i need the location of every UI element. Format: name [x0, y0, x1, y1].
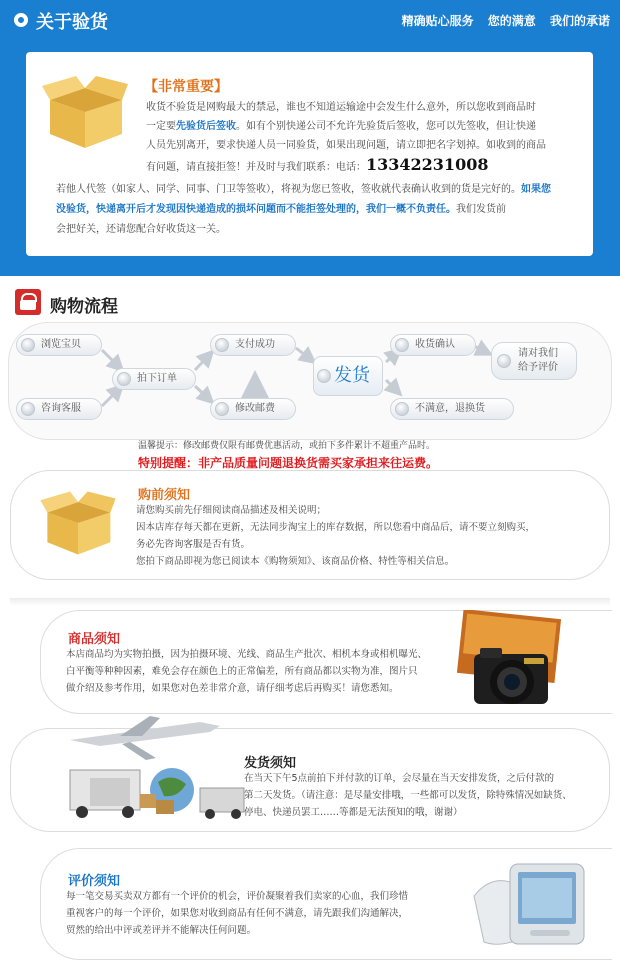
- phone-number: 13342231008: [366, 155, 489, 174]
- notice-line-7: 会把好关，还请您配合好收货这一关。: [56, 224, 226, 235]
- arrow-order-modify: [195, 386, 212, 402]
- camera-image: [454, 610, 564, 720]
- arrow-order-pay: [195, 352, 212, 370]
- notice-line-5: 若他人代签（如家人、同学、同事、门卫等签收），将视为您已签收，签收就代表确认收到的货是完好的。如果您: [56, 184, 551, 195]
- arrow-confirm-evaluate: [474, 346, 490, 354]
- verification-section: [0, 0, 620, 276]
- notice-emphasis-check-first: 先验货后签收: [176, 121, 236, 132]
- notice-line-2: 一定要先验货后签收。如有个别快递公司不允许先验货后签收，您可以先签收，但让快递: [146, 121, 536, 132]
- step-unsatisfied-return: 不满意，退换货: [390, 398, 514, 420]
- cardboard-box-icon: [38, 488, 118, 558]
- step-consult: 咨询客服: [16, 398, 102, 420]
- flow-tip: 温馨提示：修改邮费仅限有邮费优惠活动，或拍下多件累计不超重产品时。: [138, 441, 436, 451]
- notice-line-3: 人员先别离开，要求快递人员一同验货，如果出现问题，请立即把名字划掉。如收到的商品: [146, 140, 546, 151]
- video-phone-image: [470, 856, 588, 956]
- return-fee-reminder: 特别提醒：非产品质量问题退换货需买家承担来往运费。: [138, 456, 439, 470]
- review-text: 每一笔交易买卖双方都有一个评价的机会，评价凝聚着我们卖家的心血，我们珍惜 重视客户的每一个评价，如果您对收到商品有任何不满意，请先跟我们沟通解决， 贸然的给出中评或差评并不能解决任何问题。: [66, 891, 409, 936]
- step-order: 拍下订单: [112, 368, 196, 390]
- shipping-text: 在当天下午5点前拍下并付款的订单，会尽量在当天安排发货，之后付款的 第二天发货。（请注意：是尽量安排哦，一些都可以发货，除特殊情况如缺货、 停电、快递员罢工……等都是无法预知的哦，谢谢）: [244, 773, 572, 818]
- before-buy-text: 请您购买前先仔细阅读商品描述及相关说明； 因本店库存每天都在更新，无法同步淘宝上的库存数据，所以您看中商品后，请不要立刻购买， 务必先咨询客服是否有货。 您拍下商品即视为您已阅读本《购物须知》、该商品价格、特性等相关信息。: [136, 505, 536, 567]
- cardboard-box-icon: [40, 72, 130, 152]
- header-slogans: [392, 12, 610, 29]
- slogan-satisfaction: 您的满意: [487, 14, 536, 28]
- arrow-browse-order: [102, 350, 122, 370]
- section-divider: [10, 598, 610, 606]
- flow-title: 购物流程: [50, 297, 118, 317]
- notice-line-6: 没验货，快递离开后才发现因快递造成的损坏问题而不能拒签处理的，我们一概不负责任。我们发货前: [56, 204, 506, 215]
- notice-line-1: 收货不验货是网购最大的禁忌，谁也不知道运输途中会发生什么意外，所以您收到商品时: [146, 102, 536, 113]
- step-pay: 支付成功: [210, 334, 296, 356]
- review-title: 评价须知: [68, 874, 121, 889]
- shipping-title: 发货须知: [244, 756, 297, 771]
- shopping-bag-icon: [15, 289, 41, 315]
- step-evaluate: 请对我们 给予评价: [491, 342, 577, 380]
- arrow-ship-unsatisfied: [386, 380, 400, 394]
- slogan-service: 精确贴心服务: [401, 14, 474, 28]
- notice-emphasis-liability: 没验货，快递离开后才发现因快递造成的损坏问题而不能拒签处理的，我们一概不负责任。: [56, 204, 456, 215]
- product-title: 商品须知: [68, 632, 121, 647]
- step-modify-fee: 修改邮费: [210, 398, 296, 420]
- step-ship: 发货: [313, 356, 383, 396]
- before-buy-title: 购前须知: [138, 488, 191, 503]
- important-title: 【非常重要】: [144, 79, 228, 95]
- step-confirm: 收货确认: [390, 334, 476, 356]
- bullet-icon: [14, 13, 28, 27]
- product-text: 本店商品均为实物拍摄，因为拍摄环境、光线、商品生产批次、相机本身或相机曝光、 白平衡等种种因素，难免会存在颜色上的正常偏差，所有商品都以实物为准，图片只 做介绍及参考作用，如果您对色差非常介意，请仔细考虑后再购买！请您悉知。: [66, 649, 428, 694]
- verification-header: [0, 0, 620, 40]
- notice-line-4: 有问题，请直接拒签！并及时与我们联系：电话：13342231008: [146, 155, 489, 174]
- verification-title: 关于验货: [36, 12, 108, 33]
- airplane-truck-image: [60, 712, 250, 824]
- verification-notice-box: [26, 52, 593, 256]
- slogan-promise: 我们的承诺: [549, 14, 610, 28]
- step-browse: 浏览宝贝: [16, 334, 102, 356]
- arrow-pay-ship: [296, 348, 314, 362]
